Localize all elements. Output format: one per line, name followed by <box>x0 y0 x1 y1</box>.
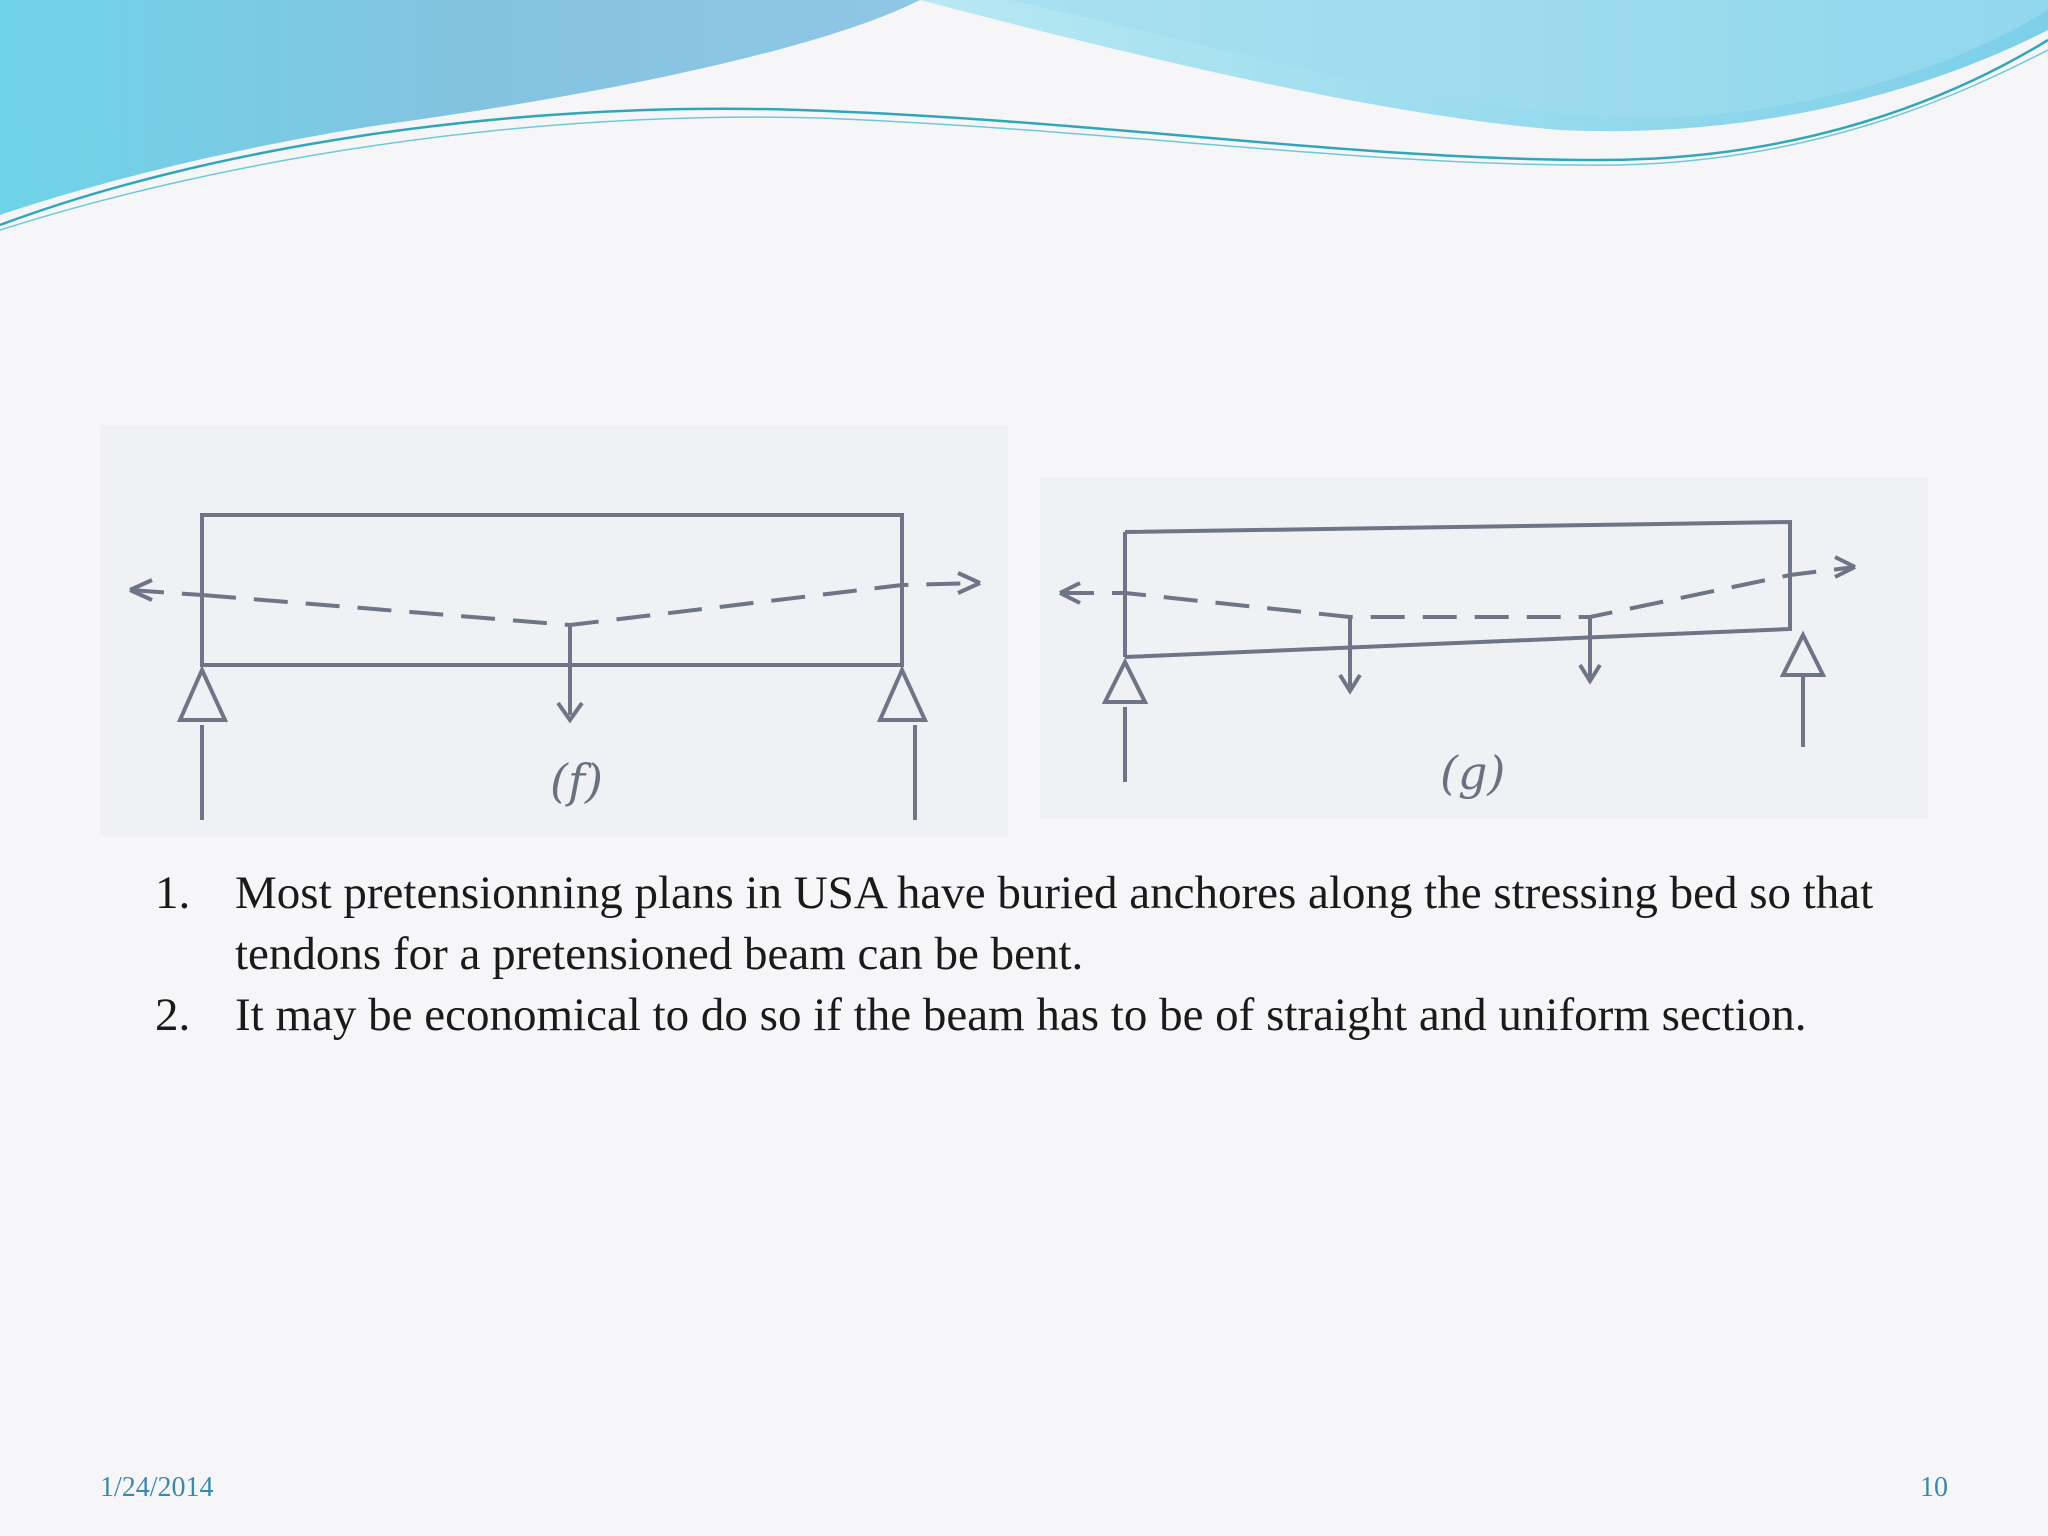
header-wave-decoration <box>0 0 2048 240</box>
list-item <box>150 863 1950 985</box>
left-support-icon <box>1105 662 1145 702</box>
tendon-profile <box>1060 567 1855 617</box>
footer-date: 1/24/2014 <box>100 1472 214 1503</box>
page-number: 10 <box>1920 1472 1948 1503</box>
right-support-icon <box>1783 635 1823 675</box>
list-item-number: 2. <box>155 989 191 1041</box>
list-item-text: Most pretensionning plans in USA have buried anchores along the stressing bed so that tendons for a pretensioned beam can be bent. <box>235 867 1874 980</box>
hold-down-arrow-2 <box>1580 617 1600 681</box>
beam-diagram-f <box>100 425 1008 837</box>
right-support-icon <box>880 670 925 720</box>
beam-diagram-g-svg <box>1040 477 1928 819</box>
hold-down-arrow <box>558 625 582 720</box>
list-item-number: 1. <box>155 867 191 919</box>
hold-down-arrow-1 <box>1340 617 1360 691</box>
beam-outline <box>202 515 902 665</box>
list-item <box>150 985 1950 1046</box>
figure-g-label: (g) <box>1440 746 1506 800</box>
figure-f-label: (f) <box>550 754 603 808</box>
beam-diagram-f-svg <box>100 425 1008 837</box>
tendon-profile <box>130 583 980 625</box>
left-support-icon <box>180 670 225 720</box>
beam-outline <box>1125 522 1790 657</box>
beam-diagram-g <box>1040 477 1928 819</box>
bullet-list <box>150 863 1950 1046</box>
list-item-text: It may be economical to do so if the beam has to be of straight and uniform section. <box>235 989 1807 1041</box>
right-arrowhead <box>958 573 980 593</box>
